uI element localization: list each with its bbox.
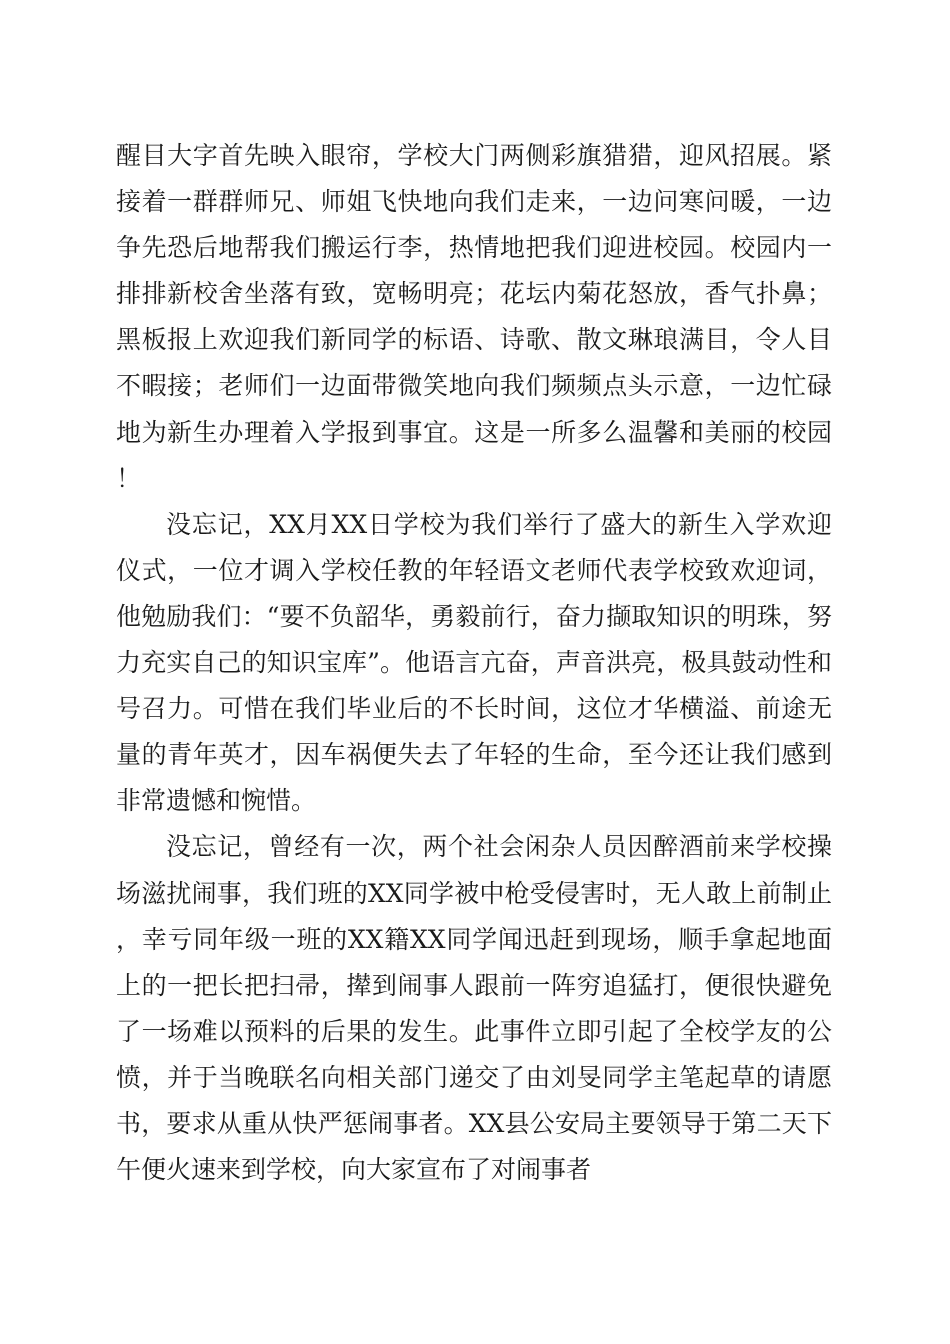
document-body (116, 133, 832, 1193)
paragraph-3: 没忘记，曾经有一次，两个社会闲杂人员因醉酒前来学校操场滋扰闹事，我们班的XX同学被中枪受侵害时，无人敢上前制止，幸亏同年级一班的XX籍XX同学闻迅赶到现场，顺手拿起地面上的一把长把扫帚，撵到闹事人跟前一阵穷追猛打，便很快避免了一场难以预料的后果的发生。此事件立即引起了全校学友的公愤，并于当晚联名向相关部门递交了由刘旻同学主笔起草的请愿书，要求从重从快严惩闹事者。XX县公安局主要领导于第二天下午便火速来到学校，向大家宣布了对闹事者 (116, 832, 832, 1185)
paragraph-2: 没忘记，XX月XX日学校为我们举行了盛大的新生入学欢迎仪式，一位才调入学校任教的年轻语文老师代表学校致欢迎词，他勉励我们：“要不负韶华，勇毅前行，奋力撷取知识的明珠，努力充实自己的知识宝库”。他语言亢奋，声音洪亮，极具鼓动性和号召力。可惜在我们毕业后的不长时间，这位才华横溢、前途无量的青年英才，因车祸便失去了年轻的生命，至今还让我们感到非常遗憾和惋惜。 (116, 509, 832, 816)
paragraph-1: 醒目大字首先映入眼帘，学校大门两侧彩旗猎猎，迎风招展。紧接着一群群师兄、师姐飞快地向我们走来，一边问寒问暖，一边争先恐后地帮我们搬运行李，热情地把我们迎进校园。校园内一排排新校舍坐落有致，宽畅明亮；花坛内菊花怒放，香气扑鼻；黑板报上欢迎我们新同学的标语、诗歌、散文琳琅满目，令人目不暇接；老师们一边面带微笑地向我们频频点头示意，一边忙碌地为新生办理着入学报到事宜。这是一所多么温馨和美丽的校园！ (116, 141, 832, 493)
